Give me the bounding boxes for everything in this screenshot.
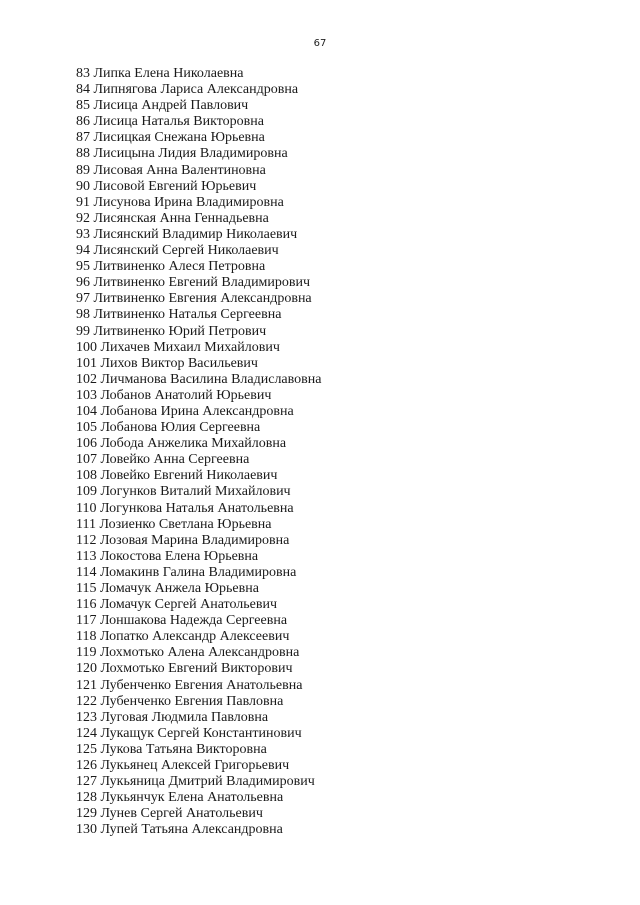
list-item: 130 Лупей Татьяна Александровна (76, 822, 283, 838)
list-item: 100 Лихачев Михаил Михайлович (76, 339, 280, 355)
list-item: 84 Липнягова Лариса Александровна (76, 82, 299, 98)
list-item: 95 Литвиненко Алеся Петровна (76, 259, 266, 275)
list-item: 108 Ловейко Евгений Николаевич (76, 468, 278, 484)
list-item: 101 Лихов Виктор Васильевич (76, 355, 258, 371)
list-item: 104 Лобанова Ирина Александровна (76, 403, 294, 419)
list-item: 118 Лопатко Александр Алексеевич (76, 629, 290, 645)
list-item: 83 Липка Елена Николаевна (76, 66, 244, 81)
list-item: 97 Литвиненко Евгения Александровна (76, 291, 312, 307)
list-item: 88 Лисицына Лидия Владимировна (76, 146, 288, 162)
list-item: 113 Локостова Елена Юрьевна (76, 548, 259, 564)
list-item: 125 Лукова Татьяна Викторовна (76, 741, 267, 757)
list-item: 85 Лисица Андрей Павлович (76, 98, 249, 114)
list-item: 123 Луговая Людмила Павловна (76, 709, 269, 725)
list-item: 89 Лисовая Анна Валентиновна (76, 162, 266, 178)
name-list (76, 66, 321, 839)
list-item: 107 Ловейко Анна Сергеевна (76, 452, 250, 468)
list-item: 99 Литвиненко Юрий Петрович (76, 323, 267, 339)
list-item: 98 Литвиненко Наталья Сергеевна (76, 307, 282, 323)
list-item: 92 Лисянская Анна Геннадьевна (76, 210, 269, 226)
list-item: 129 Лунев Сергей Анатольевич (76, 806, 263, 822)
list-item: 110 Логункова Наталья Анатольевна (76, 500, 294, 516)
list-item: 128 Лукьянчук Елена Анатольевна (76, 790, 284, 806)
list-item: 109 Логунков Виталий Михайлович (76, 484, 291, 500)
list-item: 102 Личманова Василина Владиславовна (76, 371, 322, 387)
list-item: 87 Лисицкая Снежана Юрьевна (76, 130, 265, 146)
page-number: 67 (313, 38, 327, 49)
list-item: 94 Лисянский Сергей Николаевич (76, 243, 279, 259)
list-item: 111 Лозиенко Светлана Юрьевна (76, 516, 272, 532)
list-item: 114 Ломакинв Галина Владимировна (76, 564, 297, 580)
list-item: 121 Лубенченко Евгения Анатольевна (76, 677, 303, 693)
list-item: 120 Лохмотько Евгений Викторович (76, 661, 293, 677)
list-item: 106 Лобода Анжелика Михайловна (76, 436, 287, 452)
list-item: 105 Лобанова Юлия Сергеевна (76, 420, 261, 436)
list-item: 116 Ломачук Сергей Анатольевич (76, 597, 278, 613)
list-item: 126 Лукьянец Алексей Григорьевич (76, 758, 290, 774)
list-item: 90 Лисовой Евгений Юрьевич (76, 178, 257, 194)
list-item: 93 Лисянский Владимир Николаевич (76, 226, 298, 242)
list-item: 91 Лисунова Ирина Владимировна (76, 194, 284, 210)
list-item: 119 Лохмотько Алена Александровна (76, 645, 300, 661)
list-item: 96 Литвиненко Евгений Владимирович (76, 275, 311, 291)
list-item: 127 Лукьяница Дмитрий Владимирович (76, 774, 315, 790)
list-item: 115 Ломачук Анжела Юрьевна (76, 581, 259, 596)
list-item: 86 Лисица Наталья Викторовна (76, 114, 264, 130)
list-item: 103 Лобанов Анатолий Юрьевич (76, 387, 272, 403)
list-item: 117 Лоншакова Надежда Сергеевна (76, 613, 288, 629)
list-item: 124 Лукащук Сергей Константинович (76, 725, 302, 741)
list-item: 112 Лозовая Марина Владимировна (76, 532, 290, 548)
list-item: 122 Лубенченко Евгения Павловна (76, 693, 284, 709)
